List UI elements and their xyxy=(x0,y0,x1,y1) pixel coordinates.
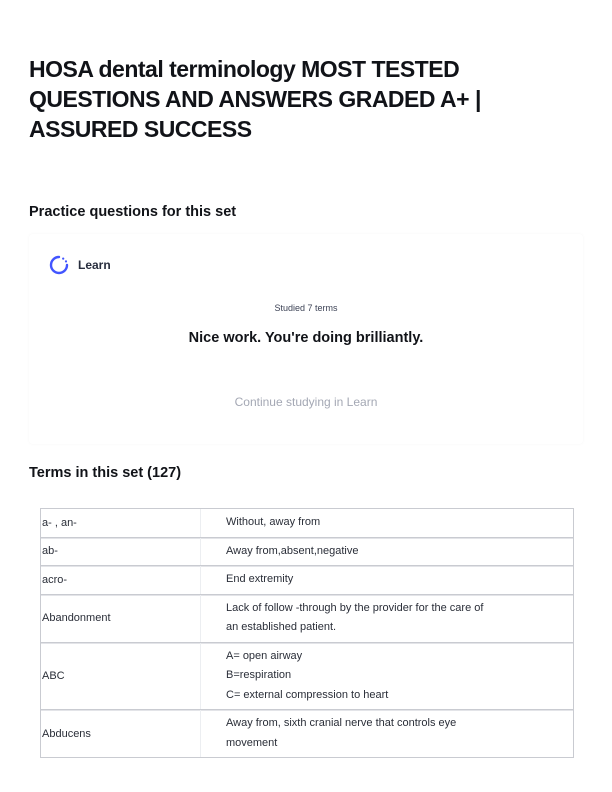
term-cell: ab- xyxy=(41,538,201,566)
progress-message: Nice work. You're doing brilliantly. xyxy=(188,330,424,346)
document-title: HOSA dental terminology MOST TESTED QUESTIONS AND ANSWERS GRADED A+ | ASSURED SUCCESS xyxy=(29,56,481,142)
definition-cell xyxy=(201,595,573,642)
definition-cell xyxy=(201,566,573,594)
definition-line: End extremity xyxy=(226,573,294,585)
practice-card xyxy=(29,234,583,444)
definition-line: Without, away from xyxy=(226,516,321,528)
definition-line: movement xyxy=(226,736,278,749)
definition-cell xyxy=(201,710,573,757)
terms-heading: Terms in this set (127) xyxy=(29,465,182,481)
term-cell: Abducens xyxy=(41,710,201,757)
table-row xyxy=(41,509,573,537)
practice-heading: Practice questions for this set xyxy=(29,204,237,220)
definition-line: an established patient. xyxy=(226,621,337,633)
definition-line: A= open airway xyxy=(226,649,303,662)
definition-line: C= external compression to heart xyxy=(226,688,389,701)
learn-icon xyxy=(48,254,70,276)
term-cell: a- , an- xyxy=(41,509,201,537)
terms-table xyxy=(40,508,574,758)
term-cell: ABC xyxy=(41,643,201,710)
definition-line: B=respiration xyxy=(226,669,292,681)
definition-line: Away from,absent,negative xyxy=(226,544,359,557)
definition-line: Away from, sixth cranial nerve that controls eye xyxy=(226,717,457,729)
table-row xyxy=(41,537,573,566)
table-row xyxy=(41,594,573,642)
term-cell: acro- xyxy=(41,566,201,594)
definition-line: Lack of follow -through by the provider for the care of xyxy=(226,601,484,614)
learn-label: Learn xyxy=(78,258,111,272)
definition-cell xyxy=(201,538,573,566)
studied-count: Studied 7 terms xyxy=(274,303,338,313)
definition-cell xyxy=(201,643,573,710)
continue-learn-link[interactable]: Continue studying in Learn xyxy=(234,395,378,409)
table-row xyxy=(41,709,573,757)
table-row xyxy=(41,642,573,710)
term-cell: Abandonment xyxy=(41,595,201,642)
learn-mode-button[interactable] xyxy=(48,254,111,276)
table-row xyxy=(41,565,573,594)
definition-cell xyxy=(201,509,573,537)
